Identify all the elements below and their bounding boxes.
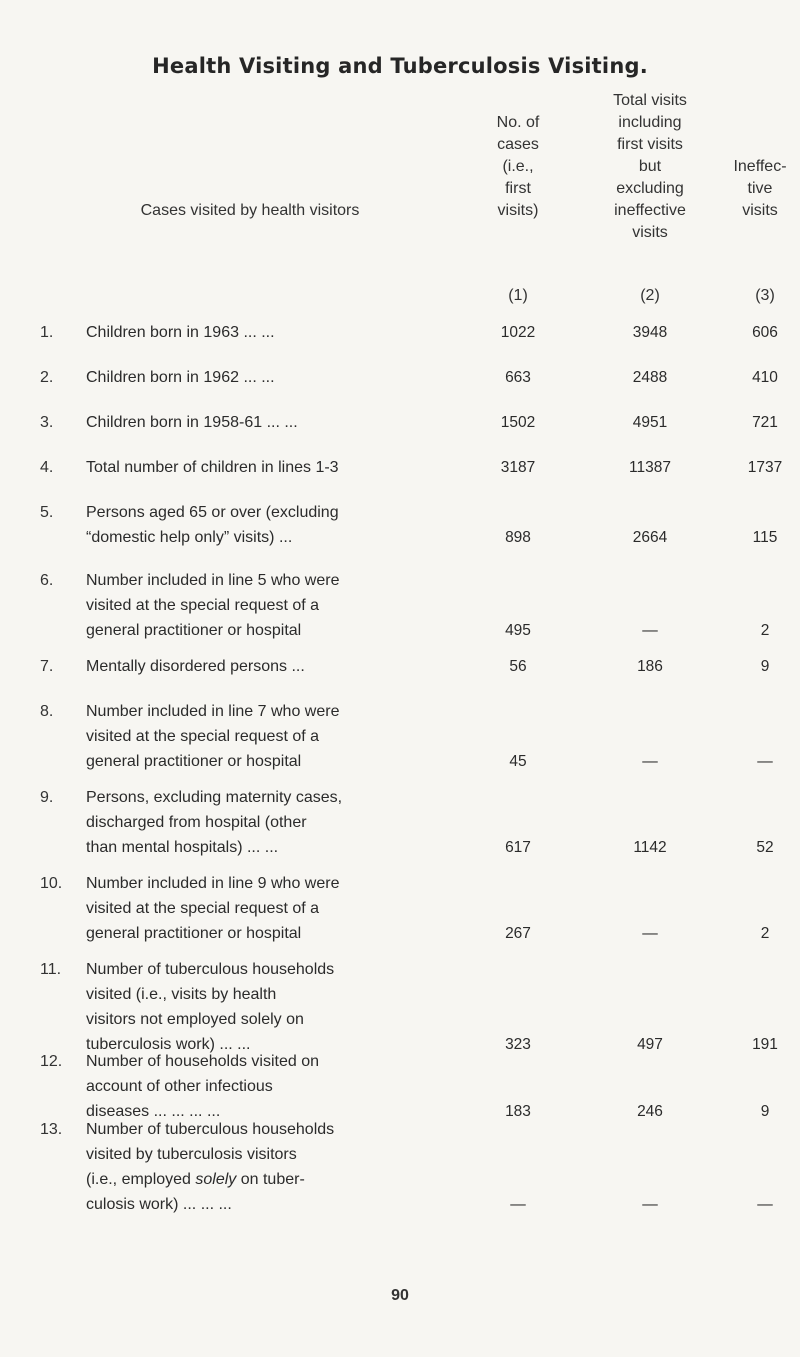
row-label-line: Children born in 1963 ... ... [86,324,275,341]
row-label [86,568,466,643]
value-total-visits: 246 [637,1103,663,1120]
value-cases: 183 [505,1103,531,1120]
row-label-line: Children born in 1962 ... ... [86,369,275,386]
row-number: 4. [40,459,54,476]
row-label-line: Mentally disordered persons ... [86,658,305,675]
row-label [86,1049,466,1124]
value-total-visits: 3948 [632,324,668,341]
header-cases: Cases visited by health visitors [140,202,360,219]
row-label [86,365,466,390]
value-cases: 898 [505,529,531,546]
value-ineffective: 1737 [747,459,783,476]
row-label [86,500,466,550]
row-number: 9. [40,789,54,806]
header-col2 [575,90,725,244]
row-label-line: visited at the special request of a [86,728,320,745]
row-label [86,699,466,774]
value-total-visits: 1142 [633,839,667,856]
row-label-line: “domestic help only” visits) ... [86,529,293,546]
row-number: 6. [40,572,54,589]
value-cases: 1022 [500,324,536,341]
value-ineffective: — [757,753,773,770]
value-total-visits: — [642,925,658,942]
row-label [86,957,466,1057]
value-ineffective: 2 [760,925,770,942]
value-total-visits: — [642,1196,658,1213]
row-label-line: Total number of children in lines 1-3 [86,459,339,476]
value-total-visits: 2488 [632,369,668,386]
row-label-line: (i.e., employed solely on tuber- [86,1171,305,1188]
row-number: 12. [40,1053,63,1070]
row-label [86,320,466,345]
row-label [86,455,466,480]
row-label [86,410,466,435]
row-label-line: than mental hospitals) ... ... [86,839,279,856]
row-label [86,871,466,946]
row-number: 5. [40,504,54,521]
value-ineffective: 115 [752,529,778,546]
row-label [86,654,466,679]
header-col3 [715,156,800,222]
value-ineffective: 410 [752,369,778,386]
value-ineffective: 721 [752,414,778,431]
header-col1 [458,112,578,222]
value-cases: 267 [505,925,531,942]
row-label-line: diseases ... ... ... ... [86,1103,221,1120]
row-label-line: tuberculosis work) ... ... [86,1036,251,1053]
value-cases: — [510,1196,526,1213]
page-number: 90 [391,1287,409,1304]
header-col2-line: including [618,114,682,131]
row-label-line: visited (i.e., visits by health [86,986,277,1003]
row-number: 7. [40,658,54,675]
value-total-visits: 11387 [629,459,671,476]
row-label-line: discharged from hospital (other [86,814,307,831]
row-label-line: Number included in line 7 who were [86,703,340,720]
row-label [86,785,466,860]
value-cases: 1502 [500,414,536,431]
header-col2-line: Total visits [613,92,687,109]
header-col2-line: visits [632,224,668,241]
header-col2-line: ineffective [614,202,686,219]
row-label-line: general practitioner or hospital [86,753,302,770]
row-label-line: Number included in line 9 who were [86,875,340,892]
header-col3-line: tive [747,180,773,197]
value-ineffective: — [757,1196,773,1213]
row-label-line: general practitioner or hospital [86,925,302,942]
value-ineffective: 191 [752,1036,778,1053]
row-number: 8. [40,703,54,720]
row-label-line: visited by tuberculosis visitors [86,1146,297,1163]
row-label-line: Number of tuberculous households [86,1121,335,1138]
header-col1-line: first [505,180,531,197]
value-total-visits: 497 [637,1036,663,1053]
value-cases: 3187 [500,459,536,476]
row-number: 13. [40,1121,63,1138]
page-title: Health Visiting and Tuberculosis Visiting. [152,54,648,78]
header-col1-line: No. of [496,114,540,131]
row-label [86,1117,466,1217]
value-cases: 495 [505,622,531,639]
row-label-line: Number of households visited on [86,1053,320,1070]
column-number-3: (3) [755,287,775,304]
value-ineffective: 52 [756,839,774,856]
header-col1-line: visits) [497,202,539,219]
value-cases: 663 [505,369,531,386]
header-col3-line: Ineffec- [733,158,787,175]
row-label-line: visitors not employed solely on [86,1011,304,1028]
row-label-line: visited at the special request of a [86,900,320,917]
row-number: 11. [40,961,62,978]
value-total-visits: 186 [637,658,663,675]
value-total-visits: — [642,753,658,770]
header-col2-line: first visits [617,136,683,153]
value-ineffective: 9 [760,658,770,675]
row-label-line: culosis work) ... ... ... [86,1196,232,1213]
header-col2-line: excluding [616,180,684,197]
value-ineffective: 9 [760,1103,770,1120]
row-label-line: Number of tuberculous households [86,961,335,978]
row-number: 3. [40,414,54,431]
value-total-visits: 4951 [632,414,668,431]
value-cases: 45 [509,753,527,770]
header-col2-line: but [638,158,662,175]
row-label-line: Persons, excluding maternity cases, [86,789,343,806]
column-number-1: (1) [508,287,528,304]
value-ineffective: 2 [760,622,770,639]
header-col1-line: cases [497,136,539,153]
value-cases: 323 [505,1036,531,1053]
value-ineffective: 606 [752,324,778,341]
row-number: 10. [40,875,63,892]
row-number: 1. [40,324,54,341]
row-number: 2. [40,369,54,386]
header-col1-line: (i.e., [502,158,534,175]
row-label-line: general practitioner or hospital [86,622,302,639]
row-label-line: account of other infectious [86,1078,273,1095]
value-cases: 56 [509,658,527,675]
value-cases: 617 [505,839,531,856]
row-label-line: Children born in 1958-61 ... ... [86,414,298,431]
column-number-2: (2) [640,287,660,304]
row-label-line: Number included in line 5 who were [86,572,340,589]
row-label-line: Persons aged 65 or over (excluding [86,504,339,521]
header-col3-line: visits [742,202,778,219]
value-total-visits: 2664 [632,529,668,546]
value-total-visits: — [642,622,658,639]
row-label-line: visited at the special request of a [86,597,320,614]
